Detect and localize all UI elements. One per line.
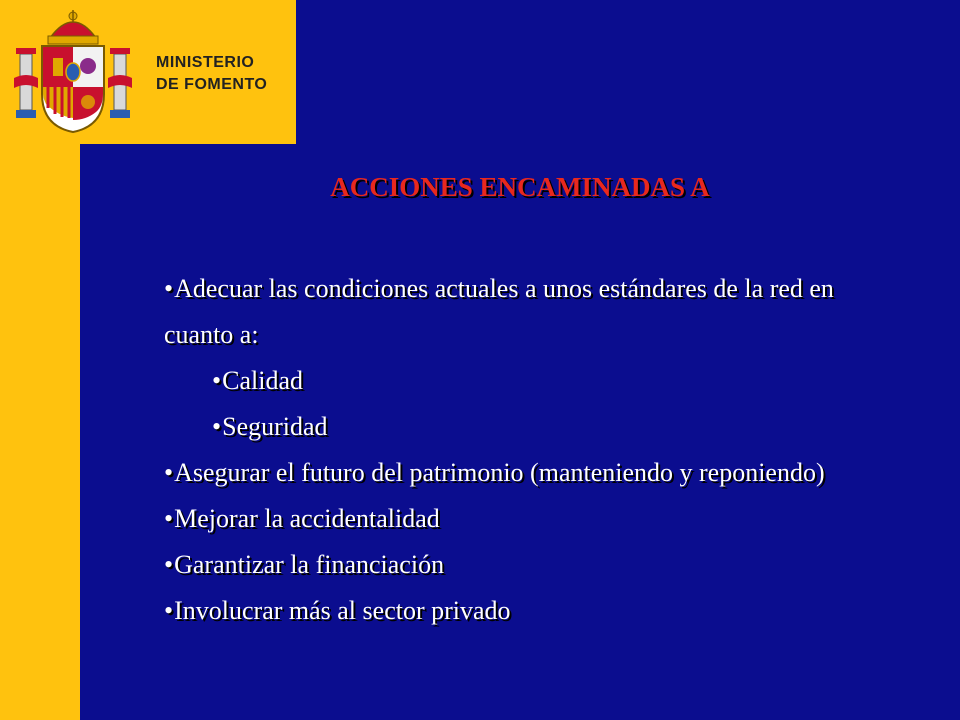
bullet-text: Involucrar más al sector privado	[174, 596, 511, 625]
bullet-text: Asegurar el futuro del patrimonio (manteniendo y reponiendo)	[174, 458, 825, 487]
bullet-text: Adecuar las condiciones actuales a unos estándares de la red en cuanto a:	[164, 274, 834, 349]
ministry-name-line1: MINISTERIO	[156, 54, 255, 71]
bullet-text: Mejorar la accidentalidad	[174, 504, 440, 533]
ministry-name-line2: DE FOMENTO	[156, 76, 268, 93]
bullet-item	[164, 496, 904, 542]
bullet-item	[164, 450, 904, 496]
bullet-icon: •	[212, 366, 222, 395]
slide-title: ACCIONES ENCAMINADAS A	[330, 172, 710, 202]
ministry-name	[156, 52, 267, 96]
bullet-item	[164, 404, 904, 450]
bullet-icon: •	[212, 412, 222, 441]
bullet-icon: •	[164, 596, 174, 625]
bullet-list	[164, 266, 904, 634]
bullet-item	[164, 588, 904, 634]
bullet-text: Seguridad	[222, 412, 328, 441]
ministry-logo	[0, 0, 296, 144]
bullet-icon: •	[164, 458, 174, 487]
bullet-text: Garantizar la financiación	[174, 550, 445, 579]
bullet-icon: •	[164, 274, 174, 303]
spain-coat-of-arms-icon	[10, 8, 136, 136]
bullet-item	[164, 542, 904, 588]
bullet-item	[164, 266, 904, 358]
bullet-icon: •	[164, 504, 174, 533]
bullet-text: Calidad	[222, 366, 303, 395]
bullet-icon: •	[164, 550, 174, 579]
bullet-item	[164, 358, 904, 404]
